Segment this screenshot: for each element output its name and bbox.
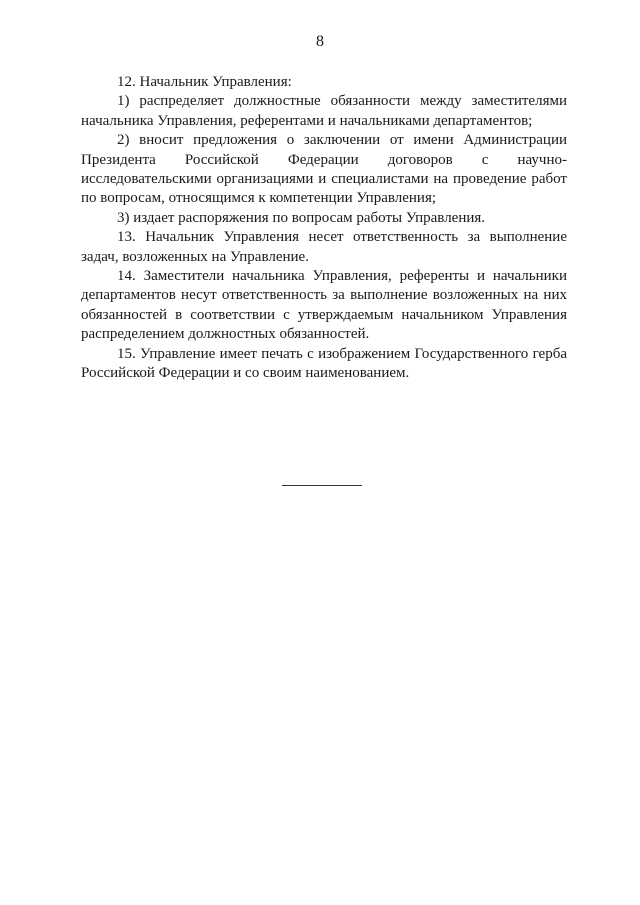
page-number: 8 bbox=[316, 33, 324, 50]
closing-divider bbox=[282, 485, 362, 486]
paragraph-item-14: 14. Заместители начальника Управления, референты и начальники департаментов несут ответственность за выполнение возложенных на них обязанностей в соответствии с утверждаемым начальником Управления распределением должностных обязанностей. bbox=[81, 268, 567, 343]
paragraph-subitem-1: 1) распределяет должностные обязанности между заместителями начальника Управления, референтами и начальниками департаментов; bbox=[81, 93, 567, 129]
paragraph-item-13: 13. Начальник Управления несет ответственность за выполнение задач, возложенных на Управление. bbox=[81, 229, 567, 265]
paragraph-item-15: 15. Управление имеет печать с изображением Государственного герба Российской Федерации и со своим наименованием. bbox=[81, 345, 567, 382]
paragraph-subitem-3: 3) издает распоряжения по вопросам работы Управления. bbox=[117, 209, 486, 226]
document-body bbox=[81, 73, 567, 384]
paragraph-item-12: 12. Начальник Управления: bbox=[117, 74, 292, 90]
paragraph-subitem-2: 2) вносит предложения о заключении от имени Администрации Президента Российской Федерации договоров с научно-исследовательскими организациями и специалистами на проведение работ по вопросам, относящимся к компетенции Управления; bbox=[81, 132, 567, 207]
